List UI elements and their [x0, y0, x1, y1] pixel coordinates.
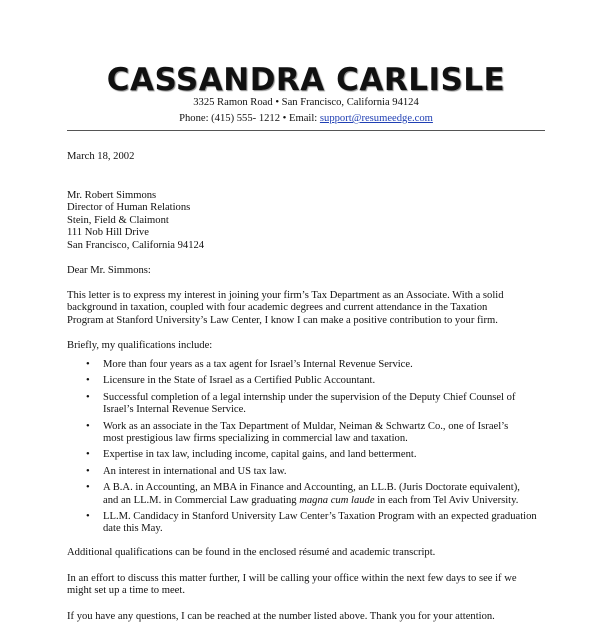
intro-paragraph — [67, 290, 545, 327]
list-item — [67, 421, 545, 446]
list-item-text — [103, 495, 545, 507]
bullet-icon: • — [86, 359, 90, 370]
list-item-text: LL.M. Candidacy in Stanford University Law Center’s Taxation Program with an expected graduation — [103, 511, 537, 523]
sender-name: CASSANDRA CARLISLE — [106, 62, 506, 98]
list-item-text: Successful completion of a legal internship under the supervision of the Deputy Chief Counsel of — [103, 391, 516, 403]
recipient-company: Stein, Field & Claimont — [67, 214, 169, 226]
followup-line: In an effort to discuss this matter further, I will be calling your office within the next few days to see if we — [67, 573, 517, 584]
bullet-icon: • — [86, 449, 90, 461]
list-item-text: most prestigious law firms specializing in commercial law and taxation. — [103, 433, 408, 445]
closing-paragraph: If you have any questions, I can be reached at the number listed above. Thank you for your attention. — [67, 611, 495, 622]
text-span: in each from Tel Aviv University. — [374, 494, 519, 506]
bullet-icon: • — [86, 511, 90, 523]
list-item — [67, 449, 545, 461]
intro-line: This letter is to express my interest in joining your firm’s Tax Department as an Associate. With a solid — [67, 290, 504, 301]
list-item-text: Expertise in tax law, including income, capital gains, and land betterment. — [103, 449, 417, 461]
followup-paragraph — [67, 573, 545, 598]
list-item-text: An interest in international and US tax law. — [103, 465, 287, 477]
list-item-text: A B.A. in Accounting, an MBA in Finance and Accounting, an LL.B. (Juris Doctorate equivalent), — [103, 482, 520, 494]
list-item-text: Israel’s Internal Revenue Service. — [103, 404, 246, 416]
header-divider — [67, 130, 545, 131]
recipient-street: 111 Nob Hill Drive — [67, 227, 149, 239]
recipient-block — [67, 190, 545, 252]
list-item — [67, 375, 545, 387]
salutation: Dear Mr. Simmons: — [67, 265, 151, 276]
bullet-icon: • — [86, 482, 90, 494]
additional-paragraph: Additional qualifications can be found in the enclosed résumé and academic transcript. — [67, 547, 436, 558]
recipient-city: San Francisco, California 94124 — [67, 239, 205, 251]
list-item — [67, 359, 545, 371]
bullet-icon: • — [86, 465, 90, 477]
list-item-text: More than four years as a tax agent for Israel’s Internal Revenue Service. — [103, 359, 413, 370]
list-item — [67, 392, 545, 417]
letter-date: March 18, 2002 — [67, 151, 135, 162]
intro-line: background in taxation, coupled with four academic degrees and current attendance in the Taxation — [67, 302, 488, 314]
email-link[interactable]: support@resumeedge.com — [319, 113, 433, 124]
list-item-text: date this May. — [103, 523, 163, 535]
list-item — [67, 466, 545, 478]
bullet-icon: • — [86, 391, 90, 403]
bullet-icon: • — [86, 375, 90, 387]
emphasis-text: magna cum laude — [299, 494, 375, 506]
list-item — [67, 511, 545, 536]
text-span: and an LL.M. in Commercial Law graduating — [103, 494, 300, 506]
intro-line: Program at Stanford University’s Law Center, I know I can make a positive contribution to your firm. — [67, 314, 498, 326]
sender-address: 3325 Ramon Road • San Francisco, California 94124 — [193, 97, 419, 108]
recipient-name: Mr. Robert Simmons — [67, 190, 157, 201]
qualifications-intro: Briefly, my qualifications include: — [67, 340, 213, 351]
recipient-title: Director of Human Relations — [67, 202, 191, 214]
sender-contact — [0, 113, 612, 125]
followup-line: might set up a time to meet. — [67, 585, 185, 597]
list-item — [67, 482, 545, 507]
list-item-text: Work as an associate in the Tax Department of Muldar, Neiman & Schwartz Co., one of Israel’s — [103, 420, 509, 432]
contact-phone: Phone: (415) 555- 1212 • Email: — [179, 113, 320, 124]
qualifications-list — [67, 359, 545, 540]
bullet-icon: • — [86, 420, 90, 432]
list-item-text: Licensure in the State of Israel as a Certified Public Accountant. — [103, 375, 376, 387]
